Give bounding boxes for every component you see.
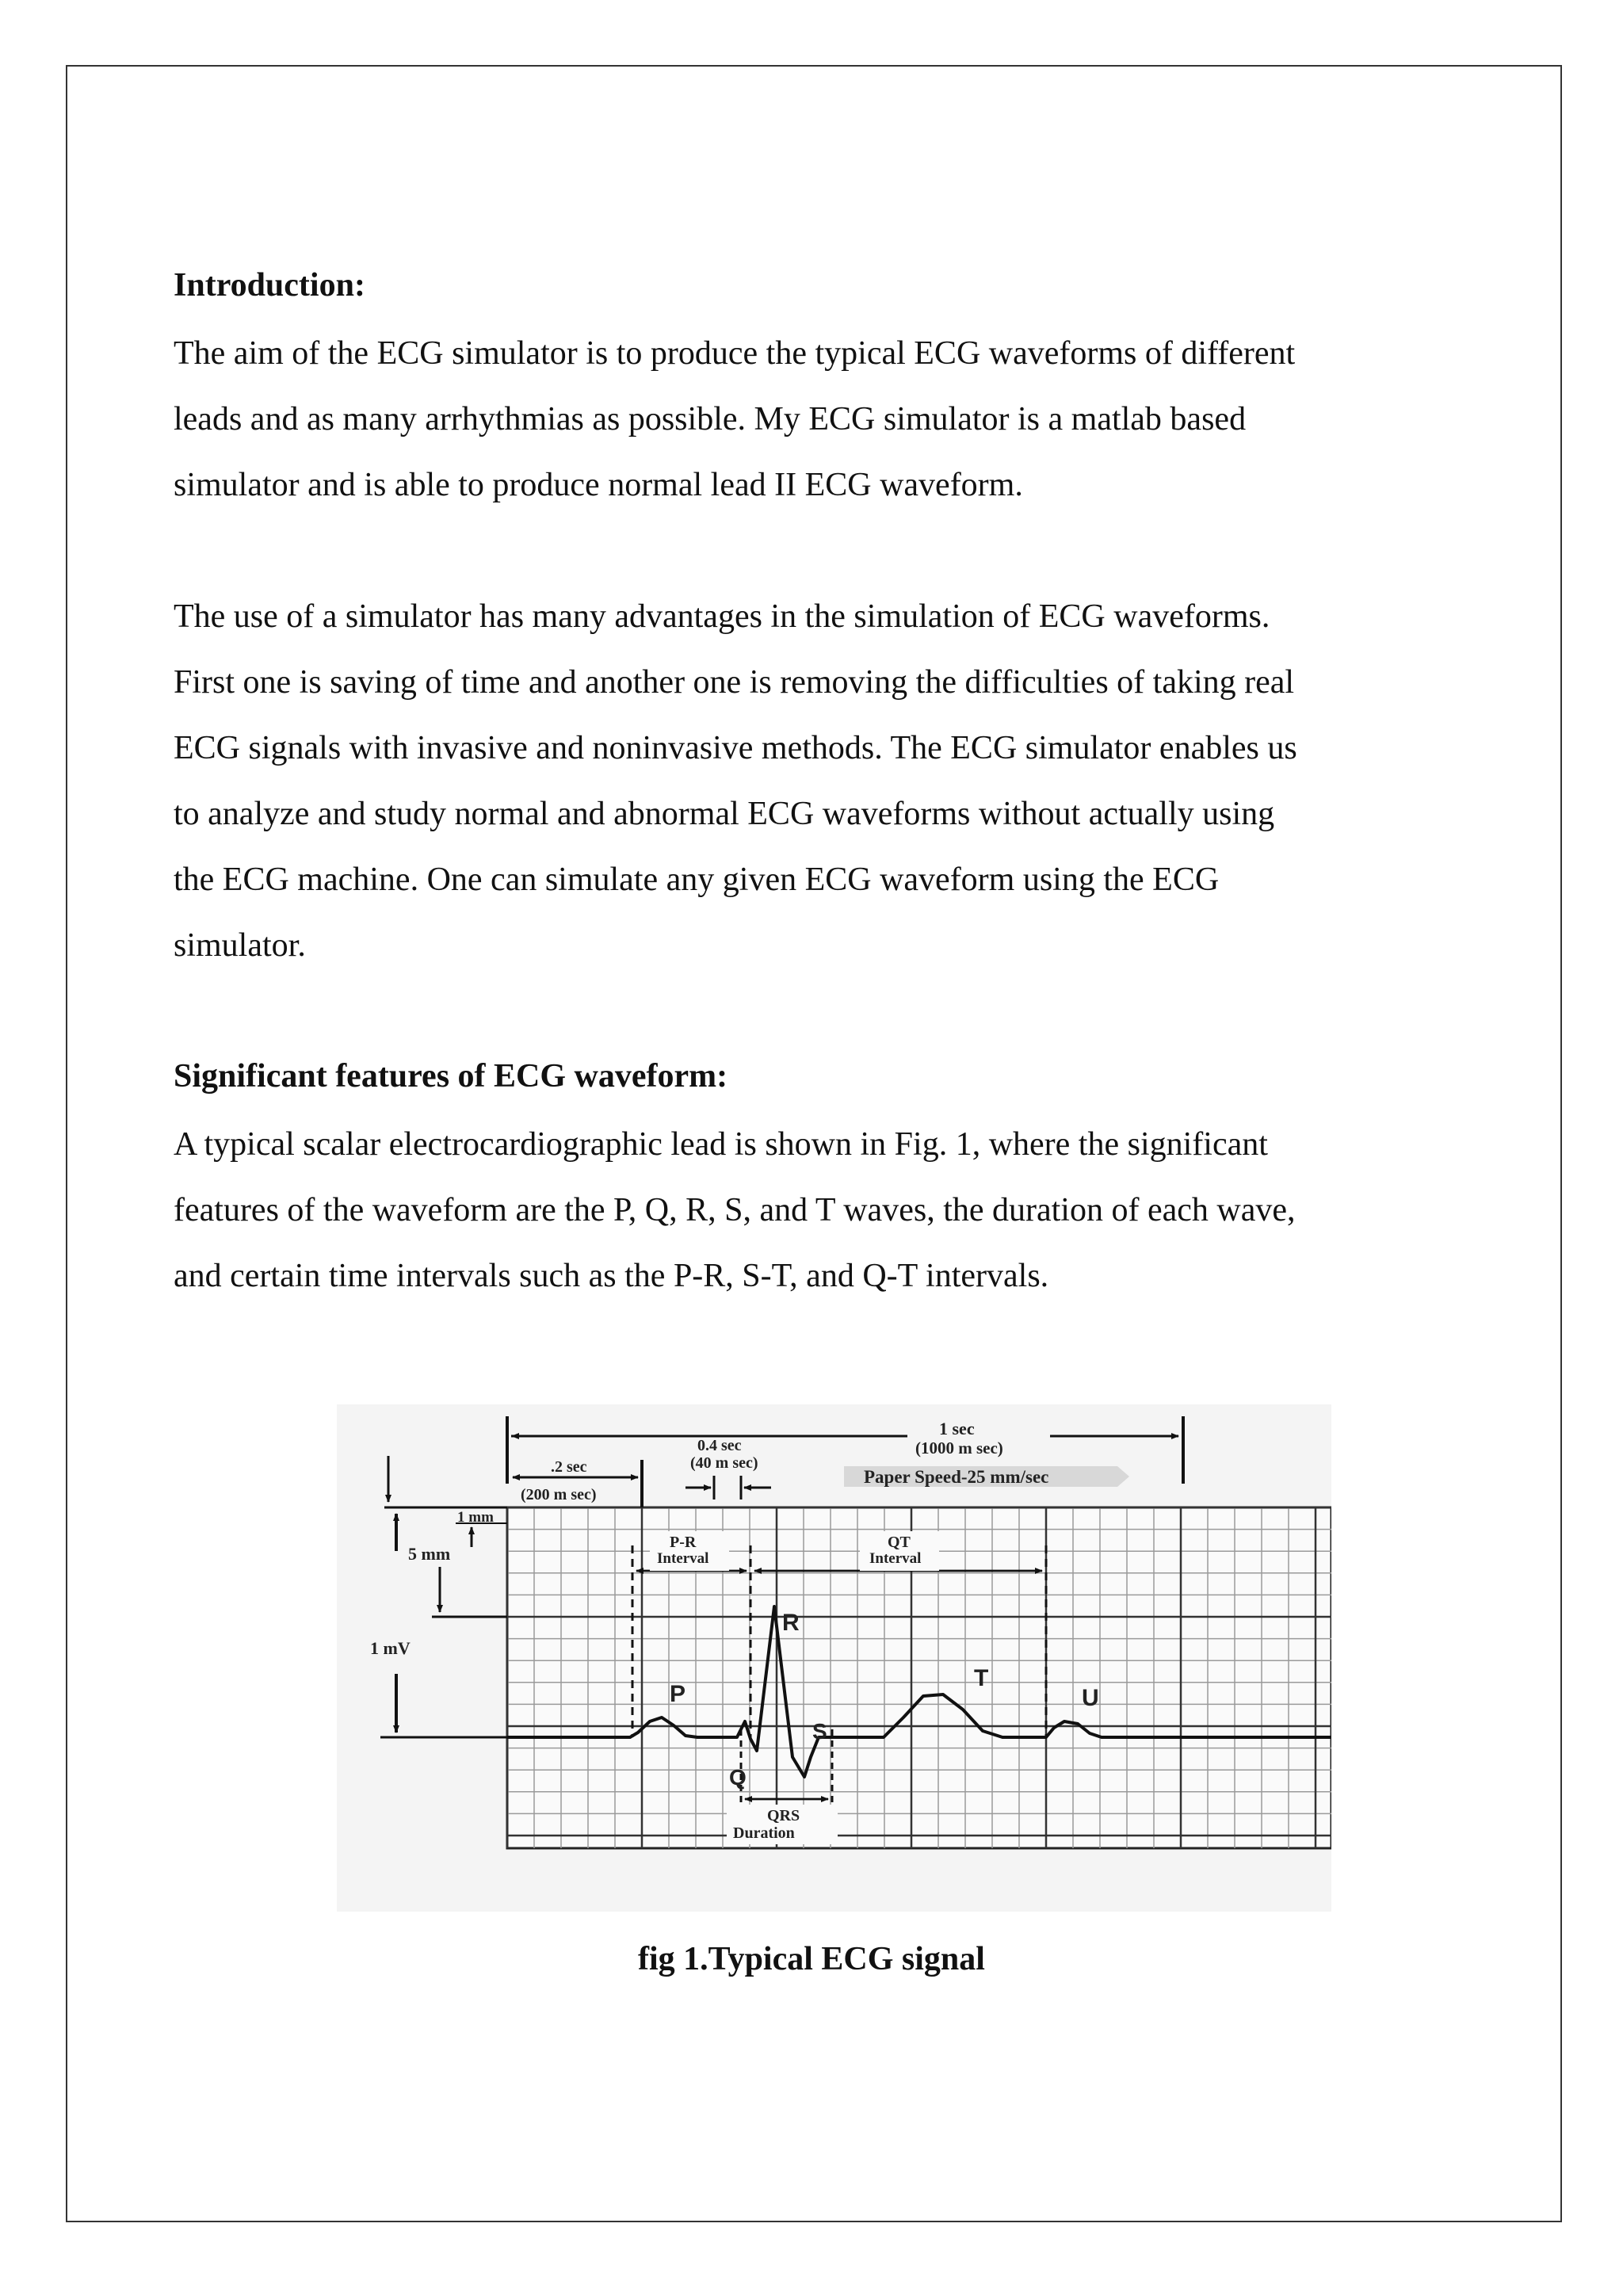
text-line: features of the waveform are the P, Q, R, S, and T waves, the duration of each wave, <box>174 1192 1296 1228</box>
figure-caption: fig 1.Typical ECG signal <box>638 1941 985 1977</box>
text-line: simulator and is able to produce normal lead II ECG waveform. <box>174 467 1023 503</box>
point04-sec-ms-label: (40 m sec) <box>690 1454 758 1472</box>
text-line: to analyze and study normal and abnormal ECG waveforms without actually using <box>174 796 1275 832</box>
wave-q-label: Q <box>729 1765 747 1790</box>
point2-sec-label: .2 sec <box>551 1458 587 1476</box>
qt-interval-label: Interval <box>869 1550 922 1567</box>
wave-u-label: U <box>1082 1685 1099 1711</box>
features-heading: Significant features of ECG waveform: <box>174 1058 728 1095</box>
one-sec-ms-label: (1000 m sec) <box>915 1438 1003 1457</box>
qt-label: QT <box>888 1534 911 1551</box>
pr-interval-label: Interval <box>657 1550 709 1567</box>
introduction-paragraph <box>174 321 1473 518</box>
point04-sec-label: 0.4 sec <box>697 1437 742 1454</box>
features-paragraph <box>174 1112 1473 1309</box>
wave-s-label: S <box>812 1719 827 1744</box>
point2-sec-ms-label: (200 m sec) <box>521 1486 597 1503</box>
text-line: The use of a simulator has many advantages in the simulation of ECG waveforms. <box>174 598 1270 635</box>
text-line: leads and as many arrhythmias as possible. My ECG simulator is a matlab based <box>174 401 1247 437</box>
text-line: A typical scalar electrocardiographic lead is shown in Fig. 1, where the significant <box>174 1126 1268 1163</box>
five-mm-label: 5 mm <box>408 1544 451 1564</box>
text-line: the ECG machine. One can simulate any given ECG waveform using the ECG <box>174 861 1220 898</box>
wave-p-label: P <box>670 1681 686 1707</box>
ecg-diagram <box>337 1404 1331 1912</box>
one-mv-label: 1 mV <box>370 1638 411 1658</box>
pr-label: P-R <box>670 1534 697 1551</box>
introduction-heading: Introduction: <box>174 267 365 304</box>
one-sec-label: 1 sec <box>939 1419 975 1438</box>
wave-r-label: R <box>782 1610 800 1636</box>
qrs-duration-label: Duration <box>733 1824 795 1842</box>
advantages-paragraph <box>174 584 1473 979</box>
one-mm-label: 1 mm <box>457 1509 494 1526</box>
text-line: The aim of the ECG simulator is to produce the typical ECG waveforms of different <box>174 335 1296 372</box>
qrs-label: QRS <box>767 1807 800 1824</box>
text-line: simulator. <box>174 927 306 964</box>
paper-speed-label: Paper Speed-25 mm/sec <box>864 1467 1049 1487</box>
wave-t-label: T <box>974 1665 989 1691</box>
text-line: and certain time intervals such as the P-R, S-T, and Q-T intervals. <box>174 1258 1049 1294</box>
text-line: ECG signals with invasive and noninvasive methods. The ECG simulator enables us <box>174 730 1297 766</box>
ecg-figure <box>337 1404 1331 1912</box>
text-line: First one is saving of time and another one is removing the difficulties of taking real <box>174 664 1295 701</box>
